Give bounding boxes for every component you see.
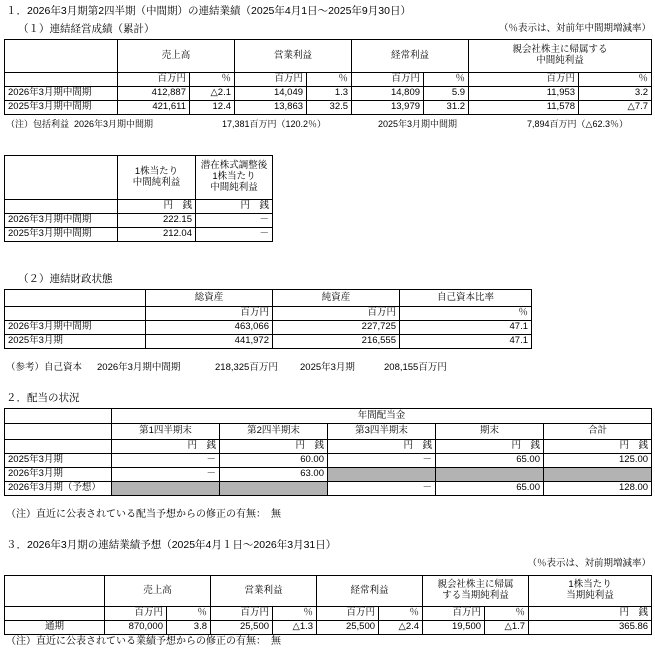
equity-reference-period2: 2025年3月期: [300, 362, 355, 373]
consolidated-results-table: [4, 39, 652, 115]
corner-cell: [5, 576, 105, 607]
unit-ordinary-income: 百万円: [352, 73, 424, 87]
header-net-income-line1: 親会社株主に帰属する: [512, 44, 608, 56]
cell-net-income-pct: 3.2: [579, 87, 652, 101]
unit-ordinary-income: 百万円: [317, 607, 379, 621]
header-total-assets: 総資産: [146, 290, 273, 307]
cell-net-sales-pct: 3.8: [167, 621, 211, 635]
cell-net-sales: 421,611: [118, 101, 190, 115]
cell-q3: －: [328, 482, 436, 496]
table-row: [5, 454, 652, 468]
cell-net-assets: 227,725: [273, 321, 400, 335]
cell-operating-income-pct: △1.3: [273, 621, 317, 635]
cell-q2: 63.00: [220, 468, 328, 482]
unit-equity-ratio: ％: [400, 307, 532, 321]
eps-table: [4, 155, 273, 242]
unit-q1: 円 銭: [112, 440, 220, 454]
header-diluted-eps-line1: 潜在株式調整後: [200, 160, 268, 172]
corner-cell: [5, 156, 118, 200]
corner-cell: [5, 40, 118, 73]
cell-operating-income: 14,049: [235, 87, 307, 101]
cell-net-sales-pct: 12.4: [190, 101, 235, 115]
cell-q2-shaded: [220, 482, 328, 496]
header-operating-income: 営業利益: [211, 576, 317, 607]
section4-heading: ３．2026年3月期の連結業績予想（2025年4月１日～2026年3月31日）: [6, 539, 337, 551]
row-label-fy2026: 2026年3月期: [5, 468, 112, 482]
cell-q1: －: [112, 454, 220, 468]
header-operating-income: 営業利益: [235, 40, 352, 73]
table-row-group-header: [5, 409, 652, 424]
cell-ordinary-income: 13,979: [352, 101, 424, 115]
cell-q2: 60.00: [220, 454, 328, 468]
unit-total-assets: 百万円: [146, 307, 273, 321]
cell-net-income: 11,953: [469, 87, 579, 101]
header-q2-end: 第2四半期末: [220, 424, 328, 440]
forecast-footnote: （注）直近に公表されている業績予想からの修正の有無： 無: [6, 636, 281, 647]
header-eps-line1: 1株当たり: [134, 165, 179, 177]
comprehensive-income-value1: 17,381百万円（120.2％）: [222, 119, 327, 129]
cell-net-sales: 412,887: [118, 87, 190, 101]
unit-q3: 円 銭: [328, 440, 436, 454]
header-eps: [118, 156, 196, 200]
cell-operating-income: 25,500: [211, 621, 273, 635]
unit-net-assets: 百万円: [273, 307, 400, 321]
cell-total-assets: 463,066: [146, 321, 273, 335]
header-annual-dividend: 年間配当金: [112, 409, 652, 424]
comprehensive-income-value2: 7,894百万円（△62.3％）: [527, 119, 628, 129]
table-row: [5, 621, 652, 635]
unit-net-sales-pct: ％: [167, 607, 211, 621]
header-net-income-line2: する当期純利益: [442, 590, 509, 601]
header-net-income-attributable: [469, 40, 652, 73]
unit-operating-income: 百万円: [235, 73, 307, 87]
unit-eps: 円 銭: [529, 607, 652, 621]
header-q1-end: 第1四半期末: [112, 424, 220, 440]
cell-q1-shaded: [112, 482, 220, 496]
table-row-group-header: [5, 40, 652, 73]
section1-subheading: （１）連結経営成績（累計）: [18, 23, 155, 35]
dividend-footnote: （注）直近に公表されている配当予想からの修正の有無： 無: [6, 509, 281, 520]
section1-percent-note: （％表示は、対前年中間期増減率）: [498, 23, 651, 34]
header-eps-line2: 当期純利益: [566, 590, 614, 601]
unit-row-blank: [5, 307, 146, 321]
header-total: 合計: [544, 424, 652, 440]
header-eps-line1: 1株当たり: [568, 579, 612, 591]
cell-net-income-pct: △1.7: [485, 621, 529, 635]
unit-ordinary-income-pct: ％: [424, 73, 469, 87]
cell-net-income: 19,500: [423, 621, 485, 635]
row-label-full-year: 通期: [5, 621, 105, 635]
unit-q2: 円 銭: [220, 440, 328, 454]
header-q3-end: 第3四半期末: [328, 424, 436, 440]
unit-row-blank: [5, 200, 118, 214]
cell-year-end-shaded: [436, 468, 544, 482]
cell-eps: 365.86: [529, 621, 652, 635]
header-ordinary-income: 経常利益: [352, 40, 469, 73]
unit-net-sales: 百万円: [118, 73, 190, 87]
cell-net-sales: 870,000: [105, 621, 167, 635]
financial-position-table: [4, 289, 532, 349]
unit-net-income: 百万円: [423, 607, 485, 621]
cell-q3-shaded: [328, 468, 436, 482]
unit-net-sales: 百万円: [105, 607, 167, 621]
header-net-sales: 売上高: [105, 576, 211, 607]
equity-reference-prefix: （参考）自己資本: [6, 362, 83, 373]
corner-cell-2: [5, 424, 112, 440]
header-diluted-eps-line2: 1株当たり: [212, 171, 256, 183]
cell-total-shaded: [544, 468, 652, 482]
cell-total-assets: 441,972: [146, 335, 273, 349]
unit-year-end: 円 銭: [436, 440, 544, 454]
cell-diluted-eps: －: [196, 228, 273, 242]
cell-diluted-eps: －: [196, 214, 273, 228]
header-equity-ratio: 自己資本比率: [400, 290, 532, 307]
section1-heading: １．2026年3月期第2四半期（中間期）の連結業績（2025年4月1日～2025年9月30日）: [6, 5, 411, 17]
table-row: [5, 321, 532, 335]
cell-ordinary-income-pct: △2.4: [379, 621, 423, 635]
table-row: [5, 228, 273, 242]
unit-total: 円 銭: [544, 440, 652, 454]
cell-ordinary-income-pct: 31.2: [424, 101, 469, 115]
equity-reference-value1: 218,325百万円: [215, 362, 278, 373]
header-year-end: 期末: [436, 424, 544, 440]
section3-heading: ２．配当の状況: [6, 392, 80, 404]
table-row-group-header: [5, 576, 652, 607]
header-ordinary-income: 経常利益: [317, 576, 423, 607]
cell-total: 128.00: [544, 482, 652, 496]
equity-reference-value2: 208,155百万円: [384, 362, 447, 373]
cell-equity-ratio: 47.1: [400, 321, 532, 335]
unit-row-blank: [5, 607, 105, 621]
cell-ordinary-income: 14,809: [352, 87, 424, 101]
cell-operating-income: 13,863: [235, 101, 307, 115]
header-net-income-line2: 中間純利益: [536, 55, 584, 66]
table-row-units: [5, 607, 652, 621]
cell-net-sales-pct: △2.1: [190, 87, 235, 101]
cell-operating-income-pct: 1.3: [307, 87, 352, 101]
comprehensive-income-period2: 2025年3月期中間期: [378, 119, 458, 129]
cell-q3: －: [328, 454, 436, 468]
cell-q1: －: [112, 468, 220, 482]
table-row: [5, 87, 652, 101]
unit-row-blank: [5, 73, 118, 87]
header-net-income-line1: 親会社株主に帰属: [437, 579, 514, 591]
dividend-table: [4, 408, 652, 496]
cell-operating-income-pct: 32.5: [307, 101, 352, 115]
row-label-fy2026-h1: 2026年3月期中間期: [5, 321, 146, 335]
row-label-fy2025-h1: 2025年3月期中間期: [5, 101, 118, 115]
header-eps-line2: 中間純利益: [132, 176, 181, 188]
unit-net-income: 百万円: [469, 73, 579, 87]
row-label-fy2025-h1: 2025年3月期中間期: [5, 228, 118, 242]
cell-eps: 212.04: [118, 228, 196, 242]
header-net-assets: 純資産: [273, 290, 400, 307]
table-row: [5, 468, 652, 482]
header-diluted-eps-line3: 中間純利益: [210, 181, 258, 193]
cell-equity-ratio: 47.1: [400, 335, 532, 349]
table-row: [5, 335, 532, 349]
equity-reference-period1: 2026年3月期中間期: [97, 362, 181, 373]
row-label-fy2026-forecast: 2026年3月期（予想）: [5, 482, 112, 496]
table-row: [5, 101, 652, 115]
comprehensive-income-period1: 2026年3月期中間期: [74, 119, 154, 129]
table-row: [5, 482, 652, 496]
corner-cell: [5, 409, 112, 424]
cell-ordinary-income: 25,500: [317, 621, 379, 635]
unit-ordinary-income-pct: ％: [379, 607, 423, 621]
corner-cell: [5, 290, 146, 307]
table-row-units: [5, 307, 532, 321]
table-row-units: [5, 440, 652, 454]
unit-net-income-pct: ％: [485, 607, 529, 621]
unit-operating-income-pct: ％: [307, 73, 352, 87]
unit-operating-income: 百万円: [211, 607, 273, 621]
header-net-sales: 売上高: [118, 40, 235, 73]
cell-year-end: 65.00: [436, 454, 544, 468]
unit-row-blank: [5, 440, 112, 454]
cell-eps: 222.15: [118, 214, 196, 228]
cell-net-income-pct: △7.7: [579, 101, 652, 115]
cell-net-income: 11,578: [469, 101, 579, 115]
header-net-income-attributable: [423, 576, 529, 607]
cell-ordinary-income-pct: 5.9: [424, 87, 469, 101]
table-row-col-headers: [5, 424, 652, 440]
table-row-header: [5, 290, 532, 307]
table-row-units: [5, 200, 273, 214]
table-row: [5, 214, 273, 228]
row-label-fy2026-h1: 2026年3月期中間期: [5, 87, 118, 101]
unit-diluted-eps: 円 銭: [196, 200, 273, 214]
section4-percent-note: （％表示は、対前期増減率）: [527, 558, 651, 569]
row-label-fy2025: 2025年3月期: [5, 454, 112, 468]
table-row-header: [5, 156, 273, 200]
section2-subheading: （２）連結財政状態: [18, 273, 113, 285]
header-eps: [529, 576, 652, 607]
comprehensive-income-note-prefix: （注）包括利益: [6, 119, 70, 129]
unit-net-sales-pct: ％: [190, 73, 235, 87]
row-label-fy2025: 2025年3月期: [5, 335, 146, 349]
table-row-units: [5, 73, 652, 87]
unit-eps: 円 銭: [118, 200, 196, 214]
row-label-fy2026-h1: 2026年3月期中間期: [5, 214, 118, 228]
cell-total: 125.00: [544, 454, 652, 468]
header-diluted-eps: [196, 156, 273, 200]
forecast-table: [4, 575, 652, 635]
cell-net-assets: 216,555: [273, 335, 400, 349]
unit-operating-income-pct: ％: [273, 607, 317, 621]
unit-net-income-pct: ％: [579, 73, 652, 87]
cell-year-end: 65.00: [436, 482, 544, 496]
